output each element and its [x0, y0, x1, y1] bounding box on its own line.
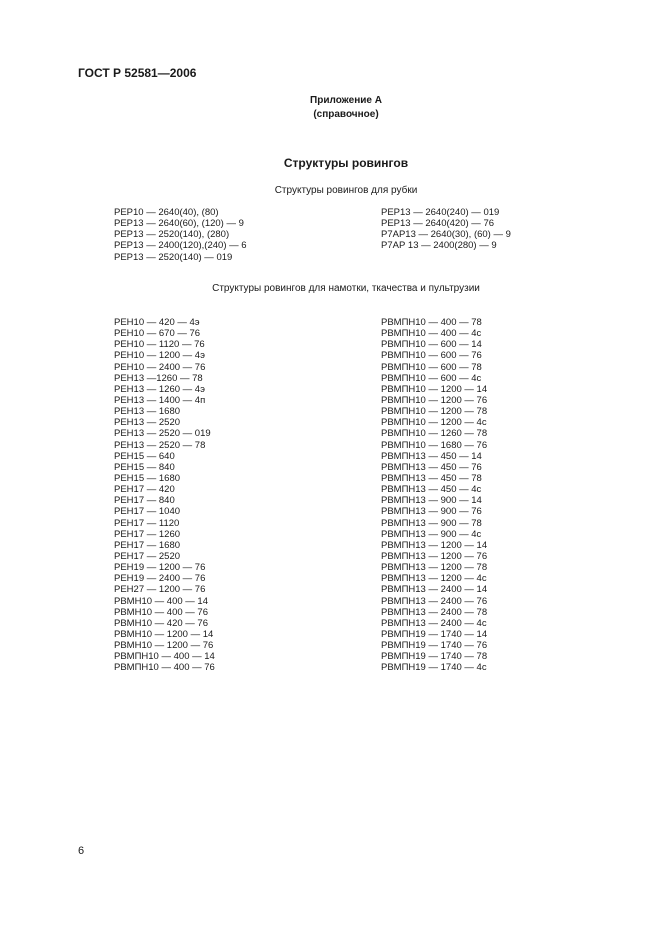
- list-item: РВМПН19 — 1740 — 76: [381, 640, 488, 652]
- list-item: РЕР13 — 2640(240) — 019: [381, 207, 500, 218]
- list-item: РВМПН13 — 1200 — 14: [381, 539, 488, 551]
- section-chopping-left-list: [114, 207, 247, 263]
- section-winding-right-list: [381, 317, 487, 674]
- main-title: Структуры ровингов: [283, 156, 409, 170]
- list-item: РЕН10 — 420 — 4э: [114, 317, 200, 328]
- list-item: РВМН10 — 1200 — 76: [114, 640, 214, 652]
- appendix-title: Приложение А: [310, 95, 382, 106]
- section-winding-left-list: [114, 317, 215, 674]
- list-item: РВМПН10 — 600 — 4с: [381, 372, 482, 384]
- list-item: РЕН10 — 1200 — 4э: [114, 350, 205, 362]
- list-item: РВМПН10 — 1200 — 14: [381, 383, 488, 395]
- list-item: РЕР13 — 2520(140), (280): [114, 229, 230, 241]
- list-item: РЕН10 — 2400 — 76: [114, 361, 206, 373]
- list-item: РЕН13 — 2520: [114, 417, 181, 429]
- list-item: РВМПН10 — 1200 — 78: [381, 406, 488, 418]
- list-item: РВМПН10 — 400 — 14: [114, 651, 215, 663]
- page-number: 6: [78, 845, 85, 857]
- list-item: РВМПН10 — 400 — 4с: [381, 328, 482, 340]
- list-item: РВМН10 — 400 — 14: [114, 595, 208, 607]
- list-item: РВМПН13 — 1200 — 78: [381, 562, 488, 574]
- list-item: РВМН10 — 420 — 76: [114, 617, 208, 629]
- list-item: РВМПН13 — 900 — 78: [381, 517, 482, 529]
- list-item: РВМПН10 — 1200 — 4с: [381, 417, 487, 429]
- list-item: РЕН27 — 1200 — 76: [114, 584, 206, 596]
- section-chopping-right-list: [381, 207, 511, 252]
- list-item: РЕН13 —1260 — 78: [114, 372, 203, 384]
- list-item: РВМПН13 — 450 — 78: [381, 472, 482, 484]
- list-item: РВМПН19 — 1740 — 4с: [381, 662, 487, 674]
- list-item: РВМПН13 — 2400 — 4с: [381, 617, 487, 629]
- list-item: РВМПН13 — 450 — 14: [381, 450, 482, 462]
- list-item: РВМПН19 — 1740 — 78: [381, 651, 488, 663]
- list-item: РВМПН13 — 1200 — 4с: [381, 573, 487, 585]
- list-item: РЕР13 — 2640(420) — 76: [381, 218, 495, 230]
- list-item: РВМПН13 — 2400 — 14: [381, 584, 488, 596]
- list-item: РЕР13 — 2520(140) — 019: [114, 251, 233, 263]
- list-item: РВМПН10 — 600 — 14: [381, 339, 482, 351]
- list-item: РЕН10 — 670 — 76: [114, 328, 201, 340]
- list-item: РЕН15 — 840: [114, 461, 175, 473]
- list-item: РВМПН13 — 2400 — 78: [381, 606, 488, 618]
- section-winding-title: Структуры ровингов для намотки, ткачества и пультрузии: [212, 283, 480, 294]
- list-item: РЕН19 — 2400 — 76: [114, 573, 206, 585]
- list-item: РЕН17 — 2520: [114, 550, 181, 562]
- list-item: Р7АР13 — 2640(30), (60) — 9: [381, 229, 511, 241]
- list-item: РВМПН13 — 900 — 14: [381, 495, 482, 507]
- list-item: РВМПН13 — 450 — 4с: [381, 484, 482, 496]
- list-item: РЕН13 — 2520 — 78: [114, 439, 206, 451]
- list-item: РВМПН10 — 1200 — 76: [381, 394, 488, 406]
- list-item: РВМПН13 — 450 — 76: [381, 461, 482, 473]
- list-item: Р7АР 13 — 2400(280) — 9: [381, 240, 497, 252]
- list-item: РЕН10 — 1120 — 76: [114, 339, 205, 351]
- list-item: РЕН17 — 1040: [114, 506, 181, 518]
- list-item: РЕН17 — 1260: [114, 528, 181, 540]
- list-item: РЕН19 — 1200 — 76: [114, 562, 206, 574]
- list-item: РЕН17 — 420: [114, 484, 175, 496]
- list-item: РЕН13 — 1400 — 4п: [114, 394, 206, 406]
- section-chopping-title: Структуры ровингов для рубки: [274, 185, 418, 196]
- document-header: ГОСТ Р 52581—2006: [78, 66, 197, 80]
- appendix-note: (справочное): [313, 109, 379, 120]
- list-item: РЕН17 — 840: [114, 495, 175, 507]
- list-item: РВМПН13 — 1200 — 76: [381, 550, 488, 562]
- list-item: РВМПН13 — 900 — 76: [381, 506, 482, 518]
- list-item: РЕН13 — 1680: [114, 406, 181, 418]
- list-item: РВМПН13 — 2400 — 76: [381, 595, 488, 607]
- list-item: РВМПН10 — 600 — 76: [381, 350, 482, 362]
- list-item: РЕР13 — 2640(60), (120) — 9: [114, 218, 244, 230]
- list-item: РВМН10 — 400 — 76: [114, 606, 208, 618]
- list-item: РЕН13 — 1260 — 4э: [114, 383, 205, 395]
- list-item: РВМПН10 — 400 — 78: [381, 317, 482, 328]
- list-item: РЕН17 — 1120: [114, 517, 180, 529]
- list-item: РВМПН13 — 900 — 4с: [381, 528, 482, 540]
- list-item: РЕН13 — 2520 — 019: [114, 428, 211, 440]
- list-item: РВМПН10 — 1260 — 78: [381, 428, 488, 440]
- list-item: РВМПН10 — 400 — 76: [114, 662, 215, 674]
- list-item: РВМН10 — 1200 — 14: [114, 628, 214, 640]
- list-item: РВМПН19 — 1740 — 14: [381, 628, 488, 640]
- list-item: РЕН15 — 640: [114, 450, 175, 462]
- list-item: РЕН15 — 1680: [114, 472, 181, 484]
- list-item: РЕН17 — 1680: [114, 539, 181, 551]
- list-item: РЕР13 — 2400(120),(240) — 6: [114, 240, 247, 252]
- list-item: РВМПН10 — 600 — 78: [381, 361, 482, 373]
- list-item: РЕР10 — 2640(40), (80): [114, 207, 219, 218]
- list-item: РВМПН10 — 1680 — 76: [381, 439, 488, 451]
